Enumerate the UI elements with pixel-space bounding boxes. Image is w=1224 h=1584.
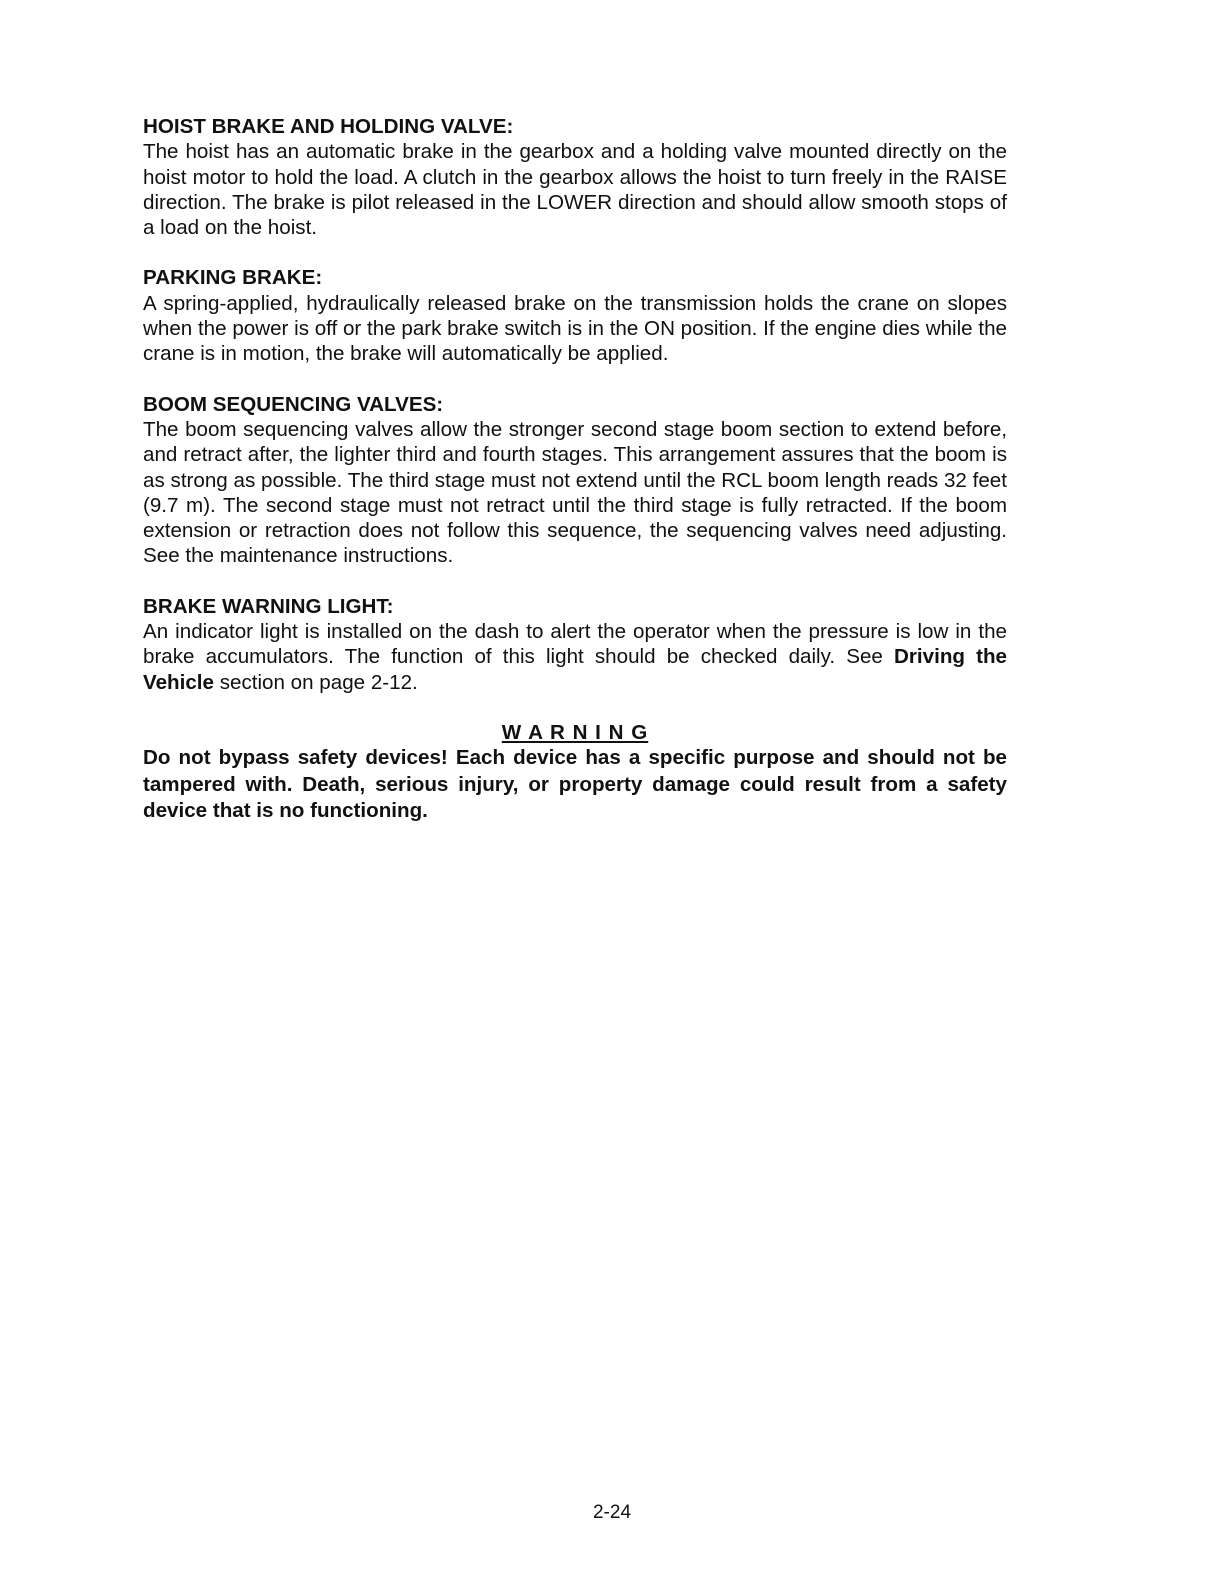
- section-body: A spring-applied, hydraulically released brake on the transmission holds the crane on slopes when the power is off or the park brake switch is in the ON position. If the engine dies while the crane is in motion, the brake will automatically be applied.: [143, 291, 1007, 366]
- section-heading: HOIST BRAKE AND HOLDING VALVE:: [143, 115, 514, 138]
- warning-block: [143, 720, 1007, 825]
- page-number: 2-24: [592, 1502, 632, 1523]
- section-hoist-brake: [143, 114, 1007, 240]
- page-content: [143, 114, 1007, 850]
- section-body: The boom sequencing valves allow the stronger second stage boom section to extend before, and retract after, the lighter third and fourth stages. This arrangement assures that the boom is as strong as possible. The third stage must not extend until the RCL boom length reads 32 feet (9.7 m). The second stage must not retract until the third stage is fully retracted. If the boom extension or retraction does not follow this sequence, the sequencing valves need adjusting. See the maintenance instructions.: [143, 417, 1007, 568]
- warning-body: Do not bypass safety devices! Each device has a specific purpose and should not be tampered with. Death, serious injury, or property damage could result from a safety device that is no functioning.: [143, 746, 1007, 823]
- section-heading: BOOM SEQUENCING VALVES:: [143, 392, 444, 416]
- section-body: [143, 619, 1007, 695]
- section-parking-brake: [143, 265, 1007, 366]
- body-text: section on page 2-12.: [213, 670, 418, 694]
- body-text: An indicator light is installed on the dash to alert the operator when the pressure is low in the brake accumulators. The function of this light should be checked daily. See: [143, 620, 1007, 669]
- section-brake-warning-light: [143, 594, 1007, 695]
- driving-the-vehicle-reference: Driving the Vehicle: [143, 645, 1007, 694]
- warning-title: W A R N I N G: [501, 720, 649, 744]
- section-boom-sequencing: [143, 392, 1007, 569]
- section-body: The hoist has an automatic brake in the gearbox and a holding valve mounted directly on the hoist motor to hold the load. A clutch in the gearbox allows the hoist to turn freely in the RAISE direction. The brake is pilot released in the LOWER direction and should allow smooth stops of a load on the hoist.: [143, 140, 1007, 240]
- section-heading: PARKING BRAKE:: [143, 266, 323, 290]
- section-heading: BRAKE WARNING LIGHT:: [143, 594, 394, 618]
